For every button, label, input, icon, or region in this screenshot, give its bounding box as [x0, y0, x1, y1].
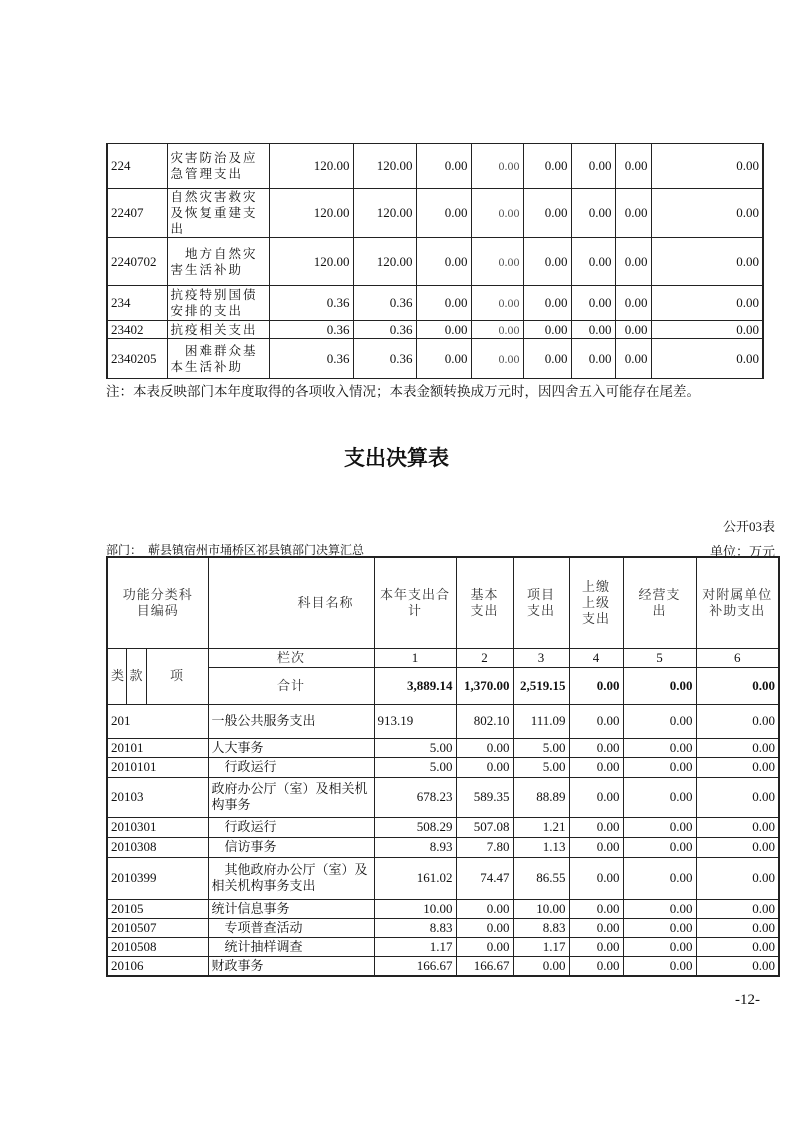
amount-cell: 0.00	[623, 757, 696, 777]
name-cell: 政府办公厅（室）及相关机构事务	[208, 777, 374, 817]
amount-cell: 0.00	[416, 321, 471, 339]
amount-cell: 0.00	[623, 937, 696, 956]
table-row	[107, 144, 763, 189]
amount-cell: 0.00	[523, 321, 571, 339]
amount-cell: 120.00	[269, 238, 353, 286]
table-row	[107, 286, 763, 321]
amount-cell: 7.80	[456, 837, 513, 857]
amount-cell: 8.83	[374, 918, 456, 937]
amount-cell: 0.00	[623, 857, 696, 899]
table-row	[107, 738, 779, 757]
amount-cell: 0.00	[523, 189, 571, 238]
name-cell: 信访事务	[208, 837, 374, 857]
amount-cell: 5.00	[513, 757, 569, 777]
table-note: 注：本表反映部门本年度取得的各项收入情况；本表金额转换成万元时，因四舍五入可能存在尾差。	[106, 384, 700, 399]
total-value: 3,889.14	[374, 667, 456, 704]
code-cell: 2340205	[107, 339, 167, 379]
amount-cell: 0.00	[523, 238, 571, 286]
table-row	[107, 339, 763, 379]
amount-cell: 0.00	[615, 144, 651, 189]
name-cell: 统计抽样调查	[208, 937, 374, 956]
header-lanci: 栏次	[208, 648, 374, 667]
header-remit: 上缴上级支出	[569, 557, 623, 648]
code-cell: 20103	[107, 777, 208, 817]
col-num: 3	[513, 648, 569, 667]
amount-cell: 0.00	[696, 857, 779, 899]
amount-cell: 0.00	[416, 339, 471, 379]
code-cell: 201	[107, 704, 208, 738]
code-cell: 2010301	[107, 817, 208, 837]
amount-cell: 0.00	[696, 918, 779, 937]
name-cell: 财政事务	[208, 956, 374, 976]
amount-cell: 0.00	[456, 899, 513, 918]
col-num: 4	[569, 648, 623, 667]
page-title: 支出决算表	[344, 446, 449, 470]
code-cell: 2010507	[107, 918, 208, 937]
table-row	[107, 937, 779, 956]
amount-cell: 0.00	[696, 956, 779, 976]
table-row	[107, 757, 779, 777]
amount-cell: 0.00	[623, 777, 696, 817]
header-subsidy: 对附属单位补助支出	[696, 557, 779, 648]
amount-cell: 0.00	[651, 286, 763, 321]
amount-cell: 0.00	[456, 757, 513, 777]
table-row	[107, 817, 779, 837]
amount-cell: 0.00	[623, 899, 696, 918]
amount-cell: 678.23	[374, 777, 456, 817]
code-cell: 2240702	[107, 238, 167, 286]
amount-cell: 0.00	[523, 286, 571, 321]
amount-cell: 0.00	[513, 956, 569, 976]
table-row	[107, 704, 779, 738]
department-label: 部门： 蕲县镇宿州市埇桥区祁县镇部门决算汇总	[106, 543, 365, 557]
amount-cell: 0.00	[571, 339, 615, 379]
table-row	[107, 857, 779, 899]
table-row	[107, 899, 779, 918]
total-value: 0.00	[569, 667, 623, 704]
header-operating: 经营支出	[623, 557, 696, 648]
amount-cell: 0.00	[416, 189, 471, 238]
code-cell: 22407	[107, 189, 167, 238]
amount-cell: 0.00	[569, 704, 623, 738]
amount-cell: 0.36	[269, 339, 353, 379]
amount-cell: 0.00	[696, 704, 779, 738]
header-basic: 基本支出	[456, 557, 513, 648]
amount-cell: 508.29	[374, 817, 456, 837]
amount-cell: 88.89	[513, 777, 569, 817]
name-cell: 一般公共服务支出	[208, 704, 374, 738]
header-xiang: 项	[146, 648, 208, 704]
name-cell: 地方自然灾害生活补助	[167, 238, 269, 286]
header-total: 本年支出合计	[374, 557, 456, 648]
amount-cell: 0.00	[651, 321, 763, 339]
amount-cell: 0.00	[623, 956, 696, 976]
amount-cell: 0.36	[353, 286, 416, 321]
amount-cell: 0.00	[623, 918, 696, 937]
amount-cell: 0.00	[696, 817, 779, 837]
amount-cell: 0.00	[571, 321, 615, 339]
amount-cell: 5.00	[374, 738, 456, 757]
unit-label: 单位：万元	[709, 544, 775, 559]
table-row	[107, 777, 779, 817]
amount-cell: 0.00	[569, 918, 623, 937]
amount-cell: 0.00	[696, 937, 779, 956]
amount-cell: 0.00	[569, 937, 623, 956]
amount-cell: 0.00	[471, 321, 523, 339]
name-cell: 专项普查活动	[208, 918, 374, 937]
code-cell: 20105	[107, 899, 208, 918]
amount-cell: 5.00	[513, 738, 569, 757]
amount-cell: 0.00	[569, 857, 623, 899]
amount-cell: 1.21	[513, 817, 569, 837]
amount-cell: 161.02	[374, 857, 456, 899]
amount-cell: 0.00	[651, 238, 763, 286]
amount-cell: 0.00	[569, 757, 623, 777]
code-cell: 20106	[107, 956, 208, 976]
amount-cell: 1.17	[513, 937, 569, 956]
amount-cell: 0.00	[615, 286, 651, 321]
amount-cell: 0.00	[571, 286, 615, 321]
total-value: 1,370.00	[456, 667, 513, 704]
amount-cell: 0.00	[615, 189, 651, 238]
amount-cell: 0.36	[269, 286, 353, 321]
amount-cell: 0.00	[571, 144, 615, 189]
table-row	[107, 189, 763, 238]
amount-cell: 0.00	[696, 777, 779, 817]
amount-cell: 0.00	[651, 339, 763, 379]
amount-cell: 0.00	[523, 339, 571, 379]
amount-cell: 120.00	[269, 144, 353, 189]
total-value: 0.00	[696, 667, 779, 704]
code-cell: 224	[107, 144, 167, 189]
amount-cell: 8.83	[513, 918, 569, 937]
name-cell: 其他政府办公厅（室）及相关机构事务支出	[208, 857, 374, 899]
header-code: 功能分类科目编码	[107, 557, 208, 648]
amount-cell: 0.00	[569, 738, 623, 757]
header-name: 科目名称	[208, 557, 374, 648]
header-kuan: 款	[126, 648, 146, 704]
income-table-continued	[106, 143, 764, 379]
name-cell: 灾害防治及应急管理支出	[167, 144, 269, 189]
amount-cell: 0.00	[416, 144, 471, 189]
amount-cell: 0.00	[416, 286, 471, 321]
amount-cell: 0.00	[615, 339, 651, 379]
code-cell: 2010101	[107, 757, 208, 777]
amount-cell: 0.00	[571, 238, 615, 286]
amount-cell: 0.00	[456, 918, 513, 937]
amount-cell: 10.00	[513, 899, 569, 918]
code-cell: 2010399	[107, 857, 208, 899]
amount-cell: 120.00	[269, 189, 353, 238]
name-cell: 自然灾害救灾及恢复重建支出	[167, 189, 269, 238]
amount-cell: 166.67	[374, 956, 456, 976]
amount-cell: 802.10	[456, 704, 513, 738]
code-cell: 23402	[107, 321, 167, 339]
amount-cell: 0.00	[623, 837, 696, 857]
amount-cell: 0.00	[696, 899, 779, 918]
table-row	[107, 837, 779, 857]
amount-cell: 0.00	[456, 937, 513, 956]
amount-cell: 8.93	[374, 837, 456, 857]
amount-cell: 0.00	[651, 144, 763, 189]
table-row	[107, 321, 763, 339]
form-number: 公开03表	[722, 519, 775, 534]
name-cell: 行政运行	[208, 817, 374, 837]
amount-cell: 0.00	[456, 738, 513, 757]
amount-cell: 5.00	[374, 757, 456, 777]
amount-cell: 0.00	[571, 189, 615, 238]
col-num: 6	[696, 648, 779, 667]
name-cell: 统计信息事务	[208, 899, 374, 918]
code-cell: 2010308	[107, 837, 208, 857]
amount-cell: 0.00	[623, 738, 696, 757]
amount-cell: 0.00	[471, 144, 523, 189]
amount-cell: 0.00	[569, 817, 623, 837]
amount-cell: 913.19	[374, 704, 456, 738]
table-row	[107, 956, 779, 976]
amount-cell: 0.36	[353, 321, 416, 339]
col-num: 5	[623, 648, 696, 667]
total-value: 0.00	[623, 667, 696, 704]
amount-cell: 0.00	[569, 956, 623, 976]
code-cell: 2010508	[107, 937, 208, 956]
name-cell: 行政运行	[208, 757, 374, 777]
amount-cell: 0.00	[569, 899, 623, 918]
code-cell: 234	[107, 286, 167, 321]
name-cell: 困难群众基本生活补助	[167, 339, 269, 379]
amount-cell: 1.13	[513, 837, 569, 857]
amount-cell: 0.00	[696, 757, 779, 777]
amount-cell: 0.00	[615, 238, 651, 286]
amount-cell: 0.00	[615, 321, 651, 339]
header-lei: 类	[107, 648, 126, 704]
amount-cell: 0.00	[696, 837, 779, 857]
amount-cell: 0.00	[471, 339, 523, 379]
table-row	[107, 238, 763, 286]
amount-cell: 166.67	[456, 956, 513, 976]
amount-cell: 0.00	[523, 144, 571, 189]
amount-cell: 10.00	[374, 899, 456, 918]
amount-cell: 0.00	[651, 189, 763, 238]
name-cell: 抗疫相关支出	[167, 321, 269, 339]
code-cell: 20101	[107, 738, 208, 757]
amount-cell: 0.00	[569, 837, 623, 857]
page-number: -12-	[735, 992, 760, 1008]
amount-cell: 0.00	[471, 286, 523, 321]
amount-cell: 0.36	[353, 339, 416, 379]
amount-cell: 0.00	[569, 777, 623, 817]
amount-cell: 86.55	[513, 857, 569, 899]
col-num: 1	[374, 648, 456, 667]
name-cell: 抗疫特别国债安排的支出	[167, 286, 269, 321]
total-value: 2,519.15	[513, 667, 569, 704]
amount-cell: 0.36	[269, 321, 353, 339]
expenditure-table	[106, 556, 780, 977]
amount-cell: 120.00	[353, 238, 416, 286]
total-label: 合计	[208, 667, 374, 704]
col-num: 2	[456, 648, 513, 667]
amount-cell: 0.00	[416, 238, 471, 286]
amount-cell: 74.47	[456, 857, 513, 899]
amount-cell: 0.00	[471, 238, 523, 286]
amount-cell: 0.00	[696, 738, 779, 757]
amount-cell: 0.00	[623, 817, 696, 837]
table-row	[107, 918, 779, 937]
amount-cell: 1.17	[374, 937, 456, 956]
amount-cell: 0.00	[471, 189, 523, 238]
amount-cell: 120.00	[353, 189, 416, 238]
amount-cell: 111.09	[513, 704, 569, 738]
amount-cell: 120.00	[353, 144, 416, 189]
amount-cell: 0.00	[623, 704, 696, 738]
amount-cell: 589.35	[456, 777, 513, 817]
amount-cell: 507.08	[456, 817, 513, 837]
header-project: 项目支出	[513, 557, 569, 648]
name-cell: 人大事务	[208, 738, 374, 757]
